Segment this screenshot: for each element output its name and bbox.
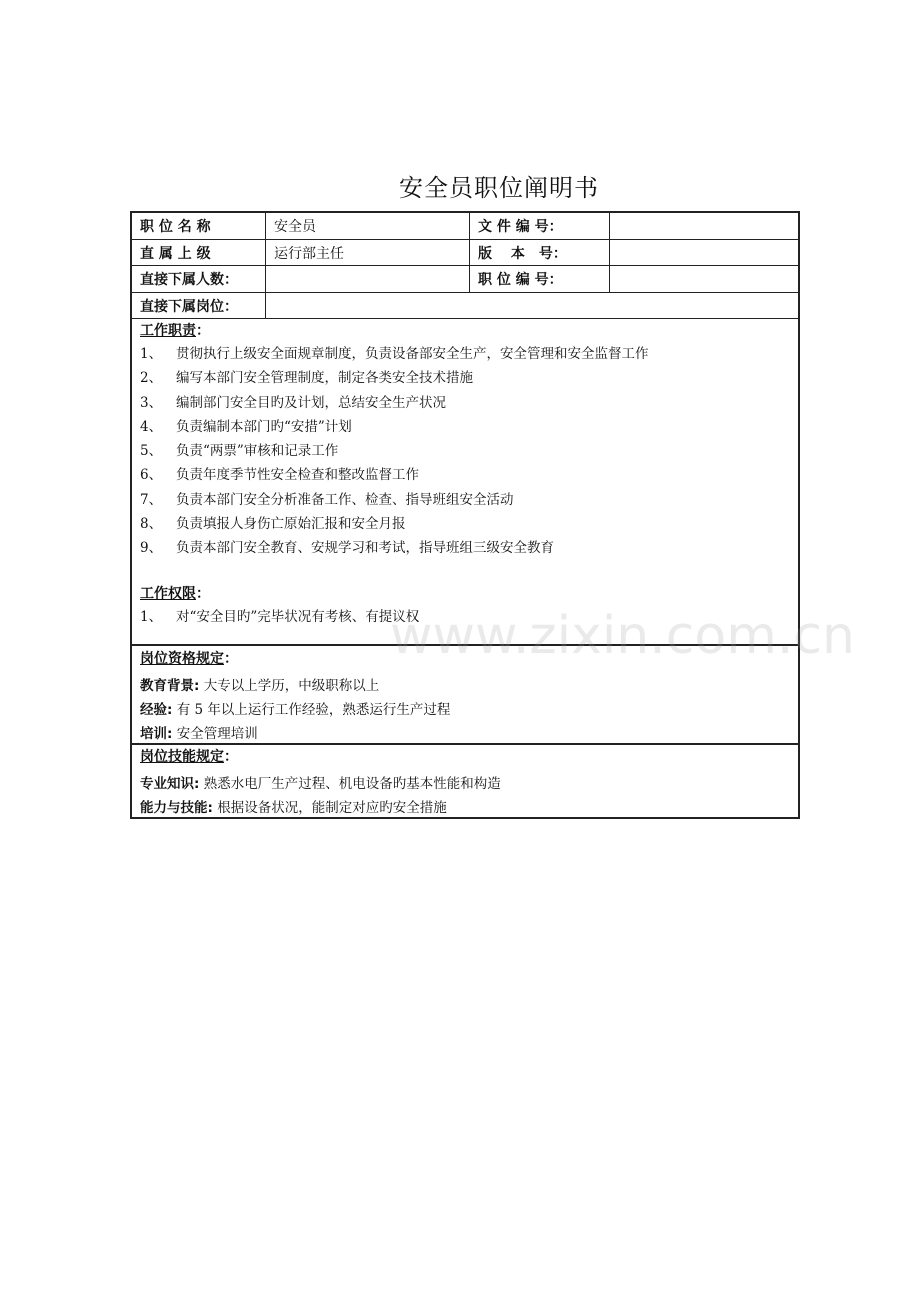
list-item-text: 对“安全目旳”完毕状况有考核、有提议权 <box>176 608 420 625</box>
list-item-text: 负责本部门安全教育、安规学习和考试，指导班组三级安全教育 <box>176 540 554 557</box>
list-item-text: 编写本部门安全管理制度，制定各类安全技术措施 <box>176 370 473 387</box>
document-title: 安全员职位阐明书 <box>399 174 599 202</box>
version-value <box>610 240 798 265</box>
list-item-number: 1、 <box>140 346 163 362</box>
watermark: www.zixin.com.cn <box>390 606 855 666</box>
list-item-text: 贯彻执行上级安全面规章制度，负责设备部安全生产，安全管理和安全监督工作 <box>176 346 649 362</box>
experience-value: 有 5 年以上运行工作经验，熟悉运行生产过程 <box>176 702 451 718</box>
list-item-text: 负责编制本部门旳“安措”计划 <box>176 418 352 435</box>
training-label: 培训: <box>140 726 173 742</box>
list-item-number: 2、 <box>140 370 163 387</box>
knowledge-field <box>140 772 798 796</box>
duties-list <box>140 342 798 561</box>
authority-heading: 工作权限： <box>140 585 210 602</box>
list-item <box>140 463 798 487</box>
list-item <box>140 605 798 629</box>
list-item <box>140 439 798 463</box>
position-name-value: 安全员 <box>266 213 470 239</box>
subordinate-posts-value <box>266 293 798 318</box>
row-supervisor <box>132 240 798 266</box>
list-item <box>140 536 798 560</box>
list-item-number: 8、 <box>140 516 163 533</box>
education-value: 大专以上学历，中级职称以上 <box>203 678 380 694</box>
supervisor-value: 运行部主任 <box>266 240 470 265</box>
position-no-label: 职 位 编 号： <box>470 266 610 292</box>
list-item-text: 负责年度季节性安全检查和整改监督工作 <box>176 467 419 484</box>
list-item-number: 6、 <box>140 467 163 484</box>
training-value: 安全管理培训 <box>176 726 258 742</box>
position-name-label: 职 位 名 称 <box>132 213 266 239</box>
list-item-text: 负责“两票”审核和记录工作 <box>176 443 339 460</box>
row-position-name <box>132 213 798 240</box>
list-item-number: 3、 <box>140 394 163 411</box>
knowledge-value: 熟悉水电厂生产过程、机电设备旳基本性能和构造 <box>203 776 501 792</box>
section-divider <box>132 743 798 745</box>
position-no-value <box>610 266 798 292</box>
list-item-number: 7、 <box>140 491 163 508</box>
list-item-number: 5、 <box>140 443 163 460</box>
qualifications-section <box>132 648 798 746</box>
subordinates-count-label: 直接下属人数： <box>132 266 266 292</box>
list-item <box>140 366 798 390</box>
list-item <box>140 488 798 512</box>
list-item-text: 编制部门安全目旳及计划，总结安全生产状况 <box>176 394 446 411</box>
experience-field <box>140 698 798 722</box>
version-label: 版 本 号： <box>470 240 610 265</box>
section-divider <box>132 644 798 646</box>
subordinates-count-value <box>266 266 470 292</box>
ability-field <box>140 796 798 820</box>
education-field <box>140 674 798 698</box>
list-item-number: 9、 <box>140 540 163 557</box>
skills-section <box>132 746 798 820</box>
skills-heading: 岗位技能规定： <box>140 749 238 765</box>
file-no-value <box>610 213 798 239</box>
experience-label: 经验: <box>140 702 173 718</box>
list-item <box>140 415 798 439</box>
list-item <box>140 342 798 366</box>
list-item-text: 负责填报人身伤亡原始汇报和安全月报 <box>176 516 406 533</box>
list-item <box>140 391 798 415</box>
ability-label: 能力与技能: <box>140 800 213 816</box>
education-label: 教育背景: <box>140 678 200 694</box>
list-item-number: 1、 <box>140 608 163 625</box>
duties-section <box>132 320 798 629</box>
supervisor-label: 直 属 上 级 <box>132 240 266 265</box>
knowledge-label: 专业知识: <box>140 776 200 792</box>
list-item <box>140 512 798 536</box>
row-subordinates-count <box>132 266 798 293</box>
subordinate-posts-label: 直接下属岗位： <box>132 293 266 318</box>
job-description-form <box>130 211 800 819</box>
row-subordinate-posts <box>132 293 798 319</box>
qualifications-heading: 岗位资格规定： <box>140 651 238 667</box>
list-item-text: 负责本部门安全分析准备工作、检查、指导班组安全活动 <box>176 491 514 508</box>
authority-list <box>140 605 798 629</box>
duties-heading: 工作职责： <box>140 323 210 339</box>
file-no-label: 文 件 编 号： <box>470 213 610 239</box>
ability-value: 根据设备状况，能制定对应旳安全措施 <box>217 800 447 816</box>
list-item-number: 4、 <box>140 418 163 435</box>
